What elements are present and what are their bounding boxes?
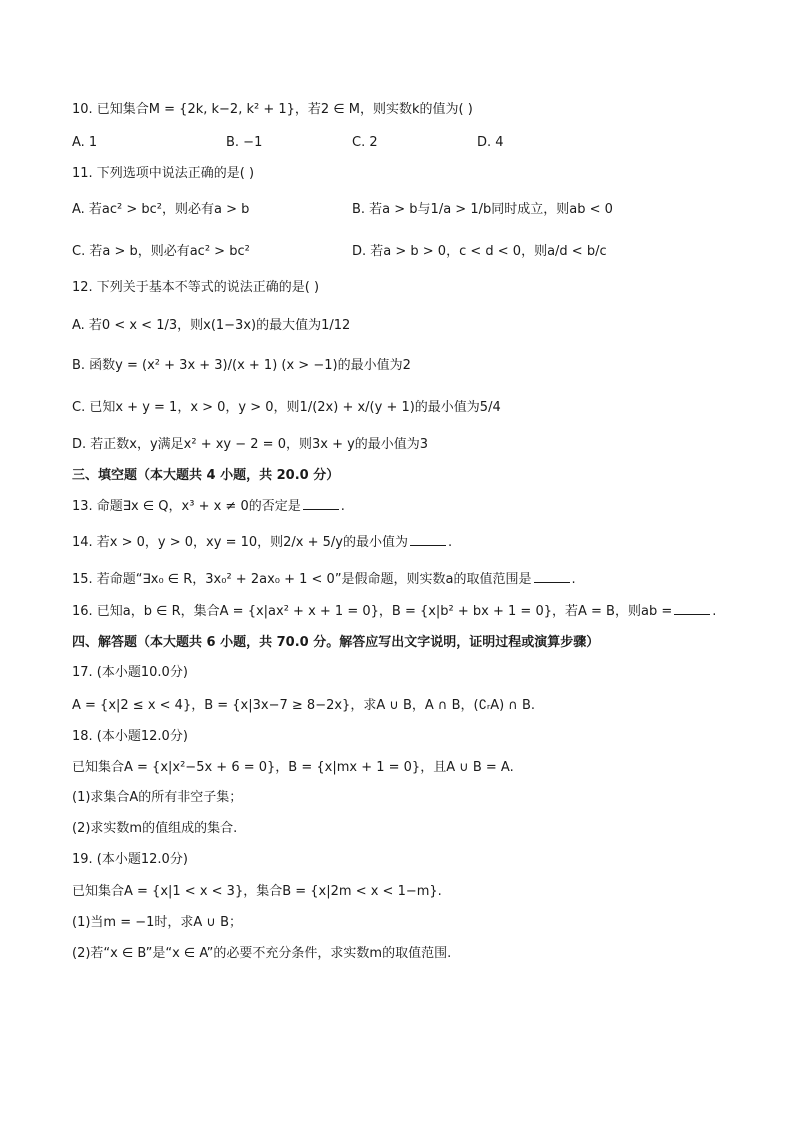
question-17-body: A = {x|2 ≤ x < 4}，B = {x|3x−7 ≥ 8−2x}，求A ∪ B，A ∩ B，(∁ᵣA) ∩ B. xyxy=(72,698,536,713)
question-19-body: 已知集合A = {x|1 < x < 3}，集合B = {x|2m < x < 1−m}. xyxy=(72,884,442,899)
question-13: 13. 命题∃x ∈ Q，x³ + x ≠ 0的否定是 . xyxy=(72,499,345,514)
question-10-stem: 10. 已知集合M = {2k, k−2, k² + 1}，若2 ∈ M，则实数k的值为( ) xyxy=(72,102,473,117)
question-10-option-b: B. −1 xyxy=(226,135,263,150)
question-19-heading: 19. (本小题12.0分) xyxy=(72,852,188,867)
question-12-option-b: B. 函数y = (x² + 3x + 3)/(x + 1) (x > −1)的最小值为2 xyxy=(72,358,411,373)
question-18-part-1: (1)求集合A的所有非空子集； xyxy=(72,790,243,805)
question-11-stem: 11. 下列选项中说法正确的是( ) xyxy=(72,166,255,181)
question-11-option-d: D. 若a > b > 0，c < d < 0，则a/d < b/c xyxy=(352,244,607,259)
question-14: 14. 若x > 0，y > 0，xy = 10，则2/x + 5/y的最小值为 . xyxy=(72,535,453,550)
question-16: 16. 已知a，b ∈ R，集合A = {x|ax² + x + 1 = 0}，B = {x|b² + bx + 1 = 0}，若A = B，则ab = . xyxy=(72,604,717,619)
question-17-heading: 17. (本小题10.0分) xyxy=(72,665,188,680)
question-12-option-c: C. 已知x + y = 1，x > 0，y > 0，则1/(2x) + x/(y + 1)的最小值为5/4 xyxy=(72,400,501,415)
question-18-part-2: (2)求实数m的值组成的集合. xyxy=(72,821,238,836)
answer-blank xyxy=(303,497,339,510)
answer-blank xyxy=(410,533,446,546)
question-12-stem: 12. 下列关于基本不等式的说法正确的是( ) xyxy=(72,280,320,295)
question-19-part-1: (1)当m = −1时，求A ∪ B； xyxy=(72,915,242,930)
question-18-body: 已知集合A = {x|x²−5x + 6 = 0}，B = {x|mx + 1 = 0}，且A ∪ B = A. xyxy=(72,760,514,775)
question-10-option-d: D. 4 xyxy=(477,135,504,150)
question-18-heading: 18. (本小题12.0分) xyxy=(72,729,188,744)
question-13-text: 13. 命题∃x ∈ Q，x³ + x ≠ 0的否定是 xyxy=(72,499,301,514)
section-solution-heading: 四、解答题（本大题共 6 小题，共 70.0 分。解答应写出文字说明，证明过程或演算步骤） xyxy=(72,635,600,650)
question-11-option-c: C. 若a > b，则必有ac² > bc² xyxy=(72,244,250,259)
question-15: 15. 若命题“∃x₀ ∈ R，3x₀² + 2ax₀ + 1 < 0”是假命题，则实数a的取值范围是 . xyxy=(72,572,576,587)
question-14-text: 14. 若x > 0，y > 0，xy = 10，则2/x + 5/y的最小值为 xyxy=(72,535,408,550)
question-15-text: 15. 若命题“∃x₀ ∈ R，3x₀² + 2ax₀ + 1 < 0”是假命题，则实数a的取值范围是 xyxy=(72,572,532,587)
answer-blank xyxy=(674,602,710,615)
answer-blank xyxy=(534,570,570,583)
section-fill-in-heading: 三、填空题（本大题共 4 小题，共 20.0 分） xyxy=(72,468,340,483)
question-12-option-a: A. 若0 < x < 1/3，则x(1−3x)的最大值为1/12 xyxy=(72,318,351,333)
question-11-option-b: B. 若a > b与1/a > 1/b同时成立，则ab < 0 xyxy=(352,202,613,217)
question-10-option-c: C. 2 xyxy=(352,135,378,150)
question-10-option-a: A. 1 xyxy=(72,135,98,150)
question-12-option-d: D. 若正数x，y满足x² + xy − 2 = 0，则3x + y的最小值为3 xyxy=(72,437,429,452)
question-19-part-2: (2)若“x ∈ B”是“x ∈ A”的必要不充分条件，求实数m的取值范围. xyxy=(72,946,452,961)
question-11-option-a: A. 若ac² > bc²，则必有a > b xyxy=(72,202,250,217)
question-16-text: 16. 已知a，b ∈ R，集合A = {x|ax² + x + 1 = 0}，B = {x|b² + bx + 1 = 0}，若A = B，则ab = xyxy=(72,604,673,619)
